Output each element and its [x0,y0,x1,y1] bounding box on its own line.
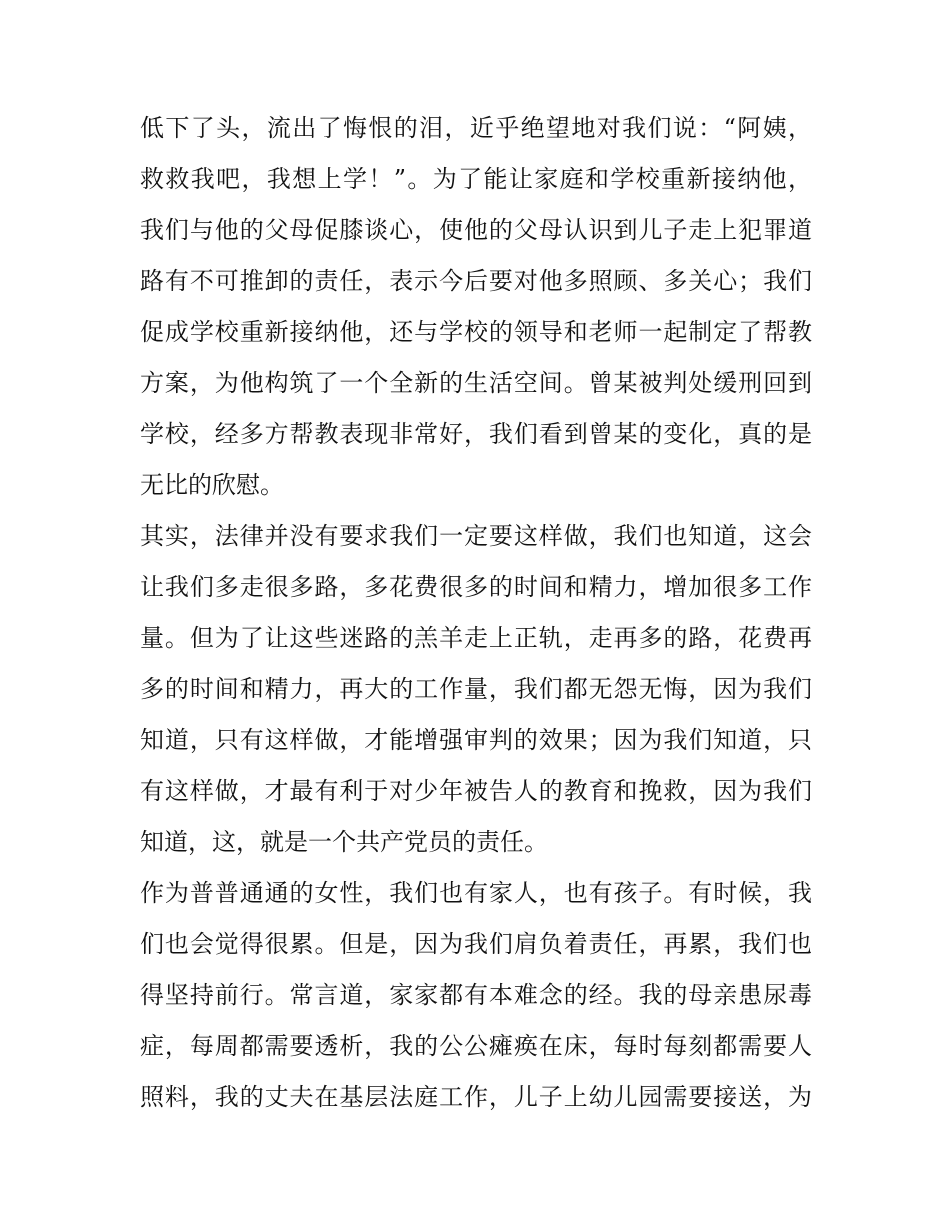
text-line: 低下了头，流出了悔恨的泪，近乎绝望地对我们说：“阿姨， [140,114,812,142]
text-line: 量。但为了让这些迷路的羔羊走上正轨，走再多的路，花费再 [140,624,812,652]
text-line: 路有不可推卸的责任，表示今后要对他多照顾、多关心；我们 [140,267,812,295]
text-line: 其实，法律并没有要求我们一定要这样做，我们也知道，这会 [140,522,812,550]
text-line: 让我们多走很多路，多花费很多的时间和精力，增加很多工作 [140,573,812,601]
text-line: 促成学校重新接纳他，还与学校的领导和老师一起制定了帮教 [140,318,812,346]
text-line: 有这样做，才最有利于对少年被告人的教育和挽救，因为我们 [140,777,812,805]
text-line: 们也会觉得很累。但是，因为我们肩负着责任，再累，我们也 [140,930,812,958]
text-line: 方案，为他构筑了一个全新的生活空间。曾某被判处缓刑回到 [140,369,812,397]
text-line-paragraph-end: 无比的欣慰。 [140,471,284,499]
text-line: 症，每周都需要透析，我的公公瘫痪在床，每时每刻都需要人 [140,1032,812,1060]
text-line: 我们与他的父母促膝谈心，使他的父母认识到儿子走上犯罪道 [140,216,812,244]
text-line: 知道，只有这样做，才能增强审判的效果；因为我们知道，只 [140,726,812,754]
text-line-paragraph-end: 知道，这，就是一个共产党员的责任。 [140,828,548,856]
document-body [140,103,812,1123]
text-line: 得坚持前行。常言道，家家都有本难念的经。我的母亲患尿毒 [140,981,812,1009]
text-line: 照料，我的丈夫在基层法庭工作，儿子上幼儿园需要接送，为 [140,1083,812,1111]
text-line: 作为普普通通的女性，我们也有家人，也有孩子。有时候，我 [140,879,812,907]
text-line: 多的时间和精力，再大的工作量，我们都无怨无悔，因为我们 [140,675,812,703]
text-line: 救救我吧，我想上学！”。为了能让家庭和学校重新接纳他， [140,165,812,193]
text-line: 学校，经多方帮教表现非常好，我们看到曾某的变化，真的是 [140,420,812,448]
